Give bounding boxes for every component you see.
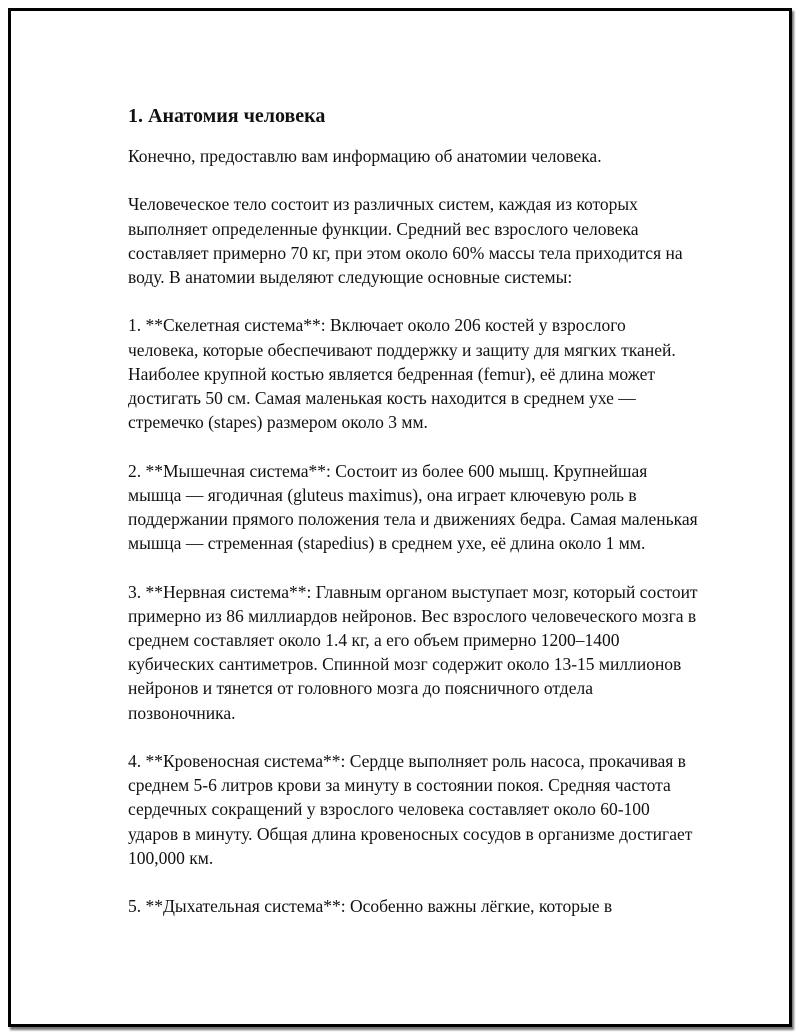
respiratory-system-paragraph: 5. **Дыхательная система**: Особенно важны лёгкие, которые в — [128, 896, 613, 917]
document-title: 1. Анатомия человека — [128, 105, 326, 127]
muscular-system-paragraph: 2. **Мышечная система**: Состоит из более 600 мышц. Крупнейшая мышца — ягодичная (gluteus maximus), она играет ключевую роль в поддержании прямого положения тела и движениях бедра. Самая маленькая мышца — стременная (stapedius) в среднем ухе, её длина около 1 мм. — [128, 460, 698, 554]
document-page — [8, 8, 792, 1027]
skeletal-system-paragraph: 1. **Скелетная система**: Включает около 206 костей у взрослого человека, которые обеспечивают поддержку и защиту для мягких тканей. Наиболее крупной костью является бедренная (femur), её длина может достигать 50 см. Самая маленькая кость находится в среднем ухе — стремечко (stapes) размером около 3 мм. — [128, 315, 676, 433]
circulatory-system-paragraph: 4. **Кровеносная система**: Сердце выполняет роль насоса, прокачивая в среднем 5-6 литров крови за минуту в состоянии покоя. Средняя частота сердечных сокращений у взрослого человека составляет около 60-100 ударов в минуту. Общая длина кровеносных сосудов в организме достигает 100,000 км. — [128, 751, 693, 868]
nervous-system-paragraph: 3. **Нервная система**: Главным органом выступает мозг, который состоит примерно из 86 миллиардов нейронов. Вес взрослого человеческого мозга в среднем составляет около 1.4 кг, а его объем примерно 1200–1400 кубических сантиметров. Спинной мозг содержит около 13-15 миллионов нейронов и тянется от головного мозга до поясничного отдела позвоночника. — [128, 581, 698, 723]
document-content — [128, 101, 698, 943]
overview-paragraph: Человеческое тело состоит из различных систем, каждая из которых выполняет определенные функции. Средний вес взрослого человека составляет примерно 70 кг, при этом около 60% массы тела приходится на воду. В анатомии выделяют следующие основные системы: — [128, 194, 683, 287]
intro-paragraph: Конечно, предоставлю вам информацию об анатомии человека. — [128, 146, 602, 166]
